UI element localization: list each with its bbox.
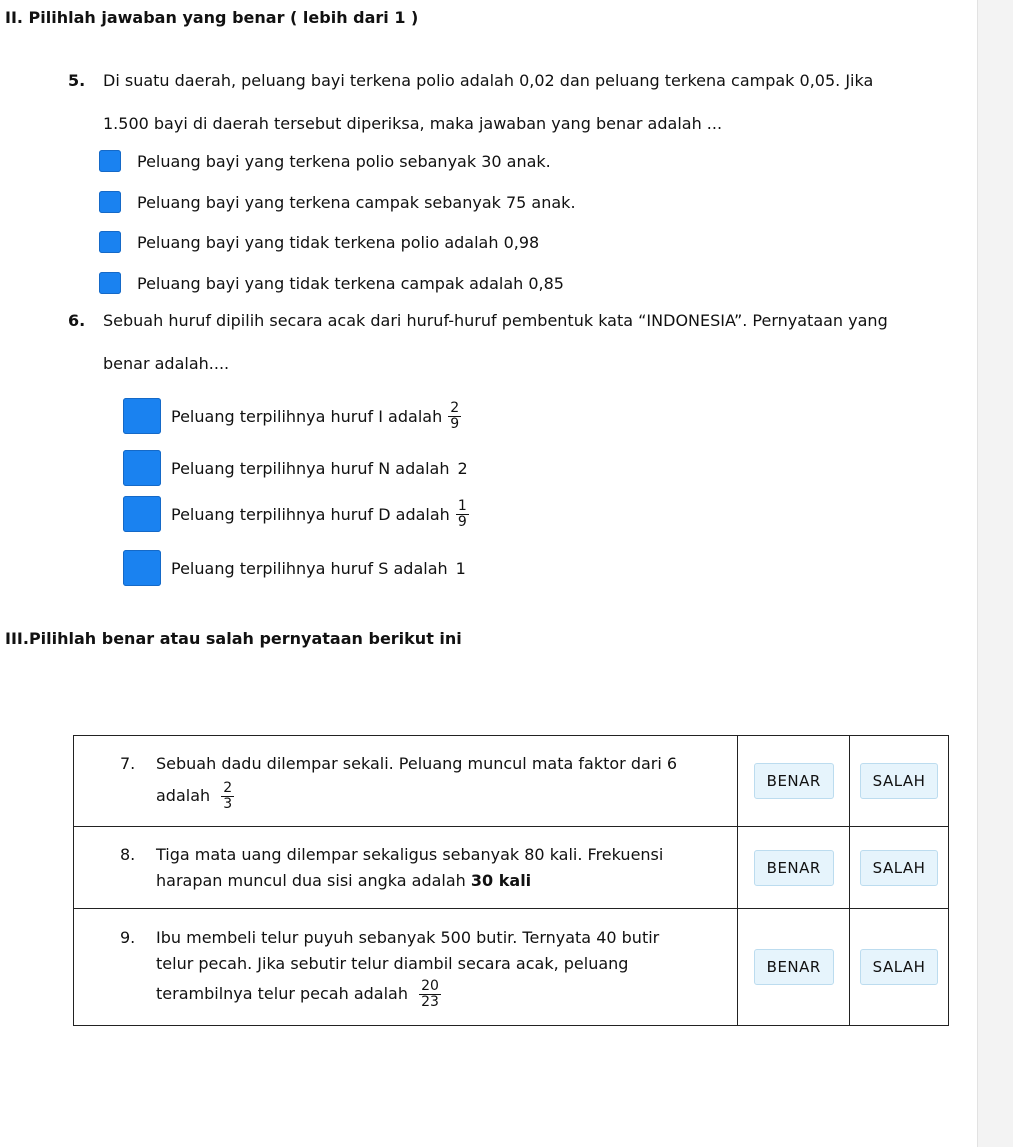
question-6-text-line1: Sebuah huruf dipilih secara acak dari huruf-huruf pembentuk kata “INDONESIA”. Pernyataan yang: [103, 311, 888, 330]
checkbox[interactable]: [123, 496, 161, 532]
option-label: Peluang bayi yang terkena campak sebanyak 75 anak.: [137, 192, 576, 212]
question-9-true-cell: [738, 909, 850, 1026]
question-5-text-line1: Di suatu daerah, peluang bayi terkena polio adalah 0,02 dan peluang terkena campak 0,05. Jika: [103, 71, 874, 90]
question-7-text-line2: adalah: [156, 785, 211, 805]
question-8-true-cell: [738, 827, 850, 909]
option-label: Peluang bayi yang tidak terkena campak adalah 0,85: [137, 273, 564, 293]
question-7-false-cell: [850, 736, 949, 827]
checkbox[interactable]: [99, 191, 121, 213]
question-8-false-cell: [850, 827, 949, 909]
question-7-number: 7.: [120, 753, 136, 773]
question-7-text-line1: Sebuah dadu dilempar sekali. Peluang muncul mata faktor dari 6: [156, 753, 678, 773]
question-9-text-line1: Ibu membeli telur puyuh sebanyak 500 butir. Ternyata 40 butir: [156, 927, 660, 947]
checkbox[interactable]: [99, 150, 121, 172]
question-9-text-line3: terambilnya telur pecah adalah: [156, 983, 408, 1003]
section-3-heading: III.Pilihlah benar atau salah pernyataan berikut ini: [5, 629, 462, 648]
true-false-table: [73, 735, 949, 1026]
question-5-number: 5.: [68, 71, 86, 90]
question-5-option-2[interactable]: [99, 191, 576, 213]
question-8-salah-button[interactable]: SALAH: [860, 850, 939, 886]
question-6-option-4[interactable]: [123, 550, 466, 586]
fraction-numerator: 1: [457, 497, 467, 514]
question-8-text-line2: harapan muncul dua sisi angka adalah: [156, 870, 466, 890]
checkbox[interactable]: [123, 550, 161, 586]
fraction-numerator: 20: [421, 977, 439, 994]
question-5-option-3[interactable]: [99, 231, 539, 253]
question-8-benar-button[interactable]: BENAR: [754, 850, 834, 886]
fraction-denominator: 9: [457, 513, 467, 530]
fraction: [456, 499, 469, 530]
option-label: Peluang terpilihnya huruf S adalah: [171, 558, 448, 578]
fraction-denominator: 3: [223, 795, 233, 812]
question-6-number: 6.: [68, 311, 86, 330]
question-5-option-1[interactable]: [99, 150, 551, 172]
question-8-text-bold: 30 kali: [470, 870, 532, 890]
checkbox[interactable]: [123, 398, 161, 434]
question-9-cell: [74, 909, 738, 1026]
checkbox[interactable]: [99, 231, 121, 253]
option-label: Peluang terpilihnya huruf D adalah: [171, 504, 450, 524]
table-row: [74, 736, 949, 827]
question-9-salah-button[interactable]: SALAH: [860, 949, 939, 985]
option-value: 1: [455, 558, 466, 578]
option-label: Peluang bayi yang terkena polio sebanyak 30 anak.: [137, 151, 551, 171]
question-6-text-line2: benar adalah....: [103, 354, 230, 373]
question-8-number: 8.: [120, 844, 136, 864]
fraction-denominator: 23: [421, 993, 439, 1010]
question-7-salah-button[interactable]: SALAH: [860, 763, 939, 799]
question-9-number: 9.: [120, 927, 136, 947]
question-9-benar-button[interactable]: BENAR: [754, 949, 834, 985]
question-7-benar-button[interactable]: BENAR: [754, 763, 834, 799]
question-5-option-4[interactable]: [99, 272, 564, 294]
question-9-text-line2: telur pecah. Jika sebutir telur diambil secara acak, peluang: [156, 953, 629, 973]
checkbox[interactable]: [123, 450, 161, 486]
option-label: Peluang bayi yang tidak terkena polio adalah 0,98: [137, 232, 540, 252]
question-5-text-line2: 1.500 bayi di daerah tersebut diperiksa, maka jawaban yang benar adalah ...: [103, 114, 723, 133]
question-6-option-1[interactable]: [123, 398, 461, 434]
table-row: [74, 827, 949, 909]
checkbox[interactable]: [99, 272, 121, 294]
question-8-text-line1: Tiga mata uang dilempar sekaligus sebanyak 80 kali. Frekuensi: [156, 844, 664, 864]
question-6-option-3[interactable]: [123, 496, 469, 532]
fraction: [221, 781, 234, 812]
table-row: [74, 909, 949, 1026]
fraction-denominator: 9: [450, 415, 460, 432]
fraction: [419, 979, 441, 1010]
page-gutter: [977, 0, 1013, 1147]
question-6-option-2[interactable]: [123, 450, 468, 486]
section-2-heading: II. Pilihlah jawaban yang benar ( lebih dari 1 ): [5, 8, 419, 27]
fraction-numerator: 2: [450, 399, 460, 416]
option-value: 2: [457, 458, 468, 478]
fraction: [448, 401, 461, 432]
question-9-false-cell: [850, 909, 949, 1026]
option-label: Peluang terpilihnya huruf N adalah: [171, 458, 450, 478]
fraction-numerator: 2: [223, 779, 233, 796]
question-8-cell: [74, 827, 738, 909]
option-label: Peluang terpilihnya huruf I adalah: [171, 406, 443, 426]
question-7-true-cell: [738, 736, 850, 827]
question-7-cell: [74, 736, 738, 827]
